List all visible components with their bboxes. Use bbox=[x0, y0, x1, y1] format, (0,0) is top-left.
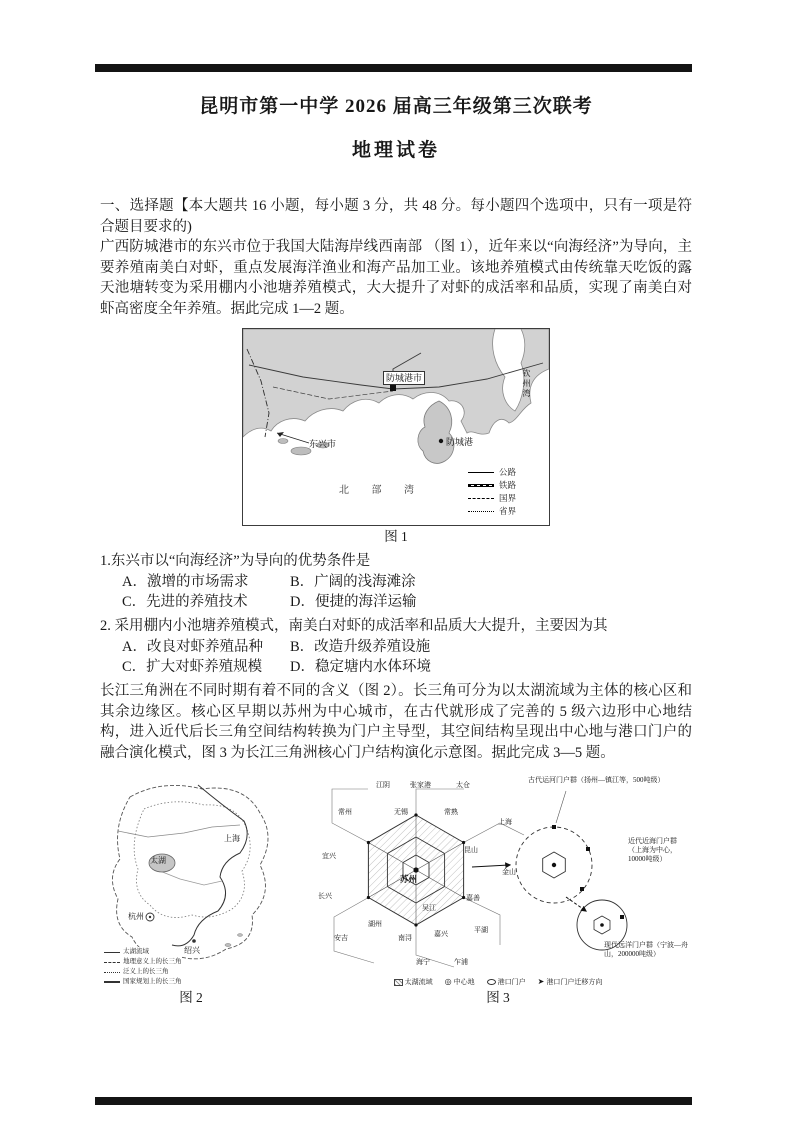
fig3-legend-port bbox=[487, 976, 526, 988]
migration-arrow-symbol: ➤ bbox=[537, 977, 545, 987]
figure-3 bbox=[304, 775, 692, 989]
question-1-option-b: B．广阔的浅海滩涂 bbox=[290, 573, 416, 590]
fig3-city: 吴江 bbox=[422, 904, 436, 913]
province-border-symbol bbox=[468, 511, 494, 512]
fig3-city: 常熟 bbox=[444, 808, 458, 817]
fig3-center-city: 苏州 bbox=[400, 874, 418, 885]
fig2-legend-item bbox=[104, 957, 182, 967]
bottom-rule bbox=[95, 1097, 692, 1105]
fig3-legend-taihu bbox=[394, 976, 433, 988]
fig3-legend-center bbox=[445, 976, 475, 988]
fig3-city: 张家港 bbox=[410, 781, 431, 790]
fig3-annotation-modern: 近代近海门户群（上海为中心，10000吨级） bbox=[628, 837, 677, 864]
passage-1: 广西防城港市的东兴市位于我国大陆海岸线西南部 （图 1），近年来以“向海经济”为导向，主要养殖南美白对虾，重点发展海洋渔业和海产品加工业。该地养殖模式由传统靠天吃饭的露天池塘转变为采用棚内小池塘养殖模式，大大提升了对虾的成活率和品质，实现了南美白对虾高密度全年养殖。据此完成 1—2 题。 bbox=[100, 239, 692, 317]
section-heading: 一、选择题【本大题共 16 小题，每小题 3 分，共 48 分。每小题四个选项中，只有一项是符合题目要求的) bbox=[100, 198, 692, 235]
fig1-legend-national-border bbox=[468, 492, 544, 505]
fig3-city: 湖州 bbox=[368, 920, 382, 929]
fig2-label-shanghai: 上海 bbox=[224, 834, 240, 844]
fig3-city: 宜兴 bbox=[322, 852, 336, 861]
figure-3-wrap bbox=[304, 775, 692, 1012]
railway-line-symbol bbox=[468, 484, 494, 487]
fig2-label-hangzhou: 杭州 bbox=[128, 912, 144, 922]
fig1-legend-province-border bbox=[468, 505, 544, 518]
fig3-city: 江阴 bbox=[376, 781, 390, 790]
fig3-legend-migration bbox=[538, 976, 603, 988]
question-2-stem: 2. 采用棚内小池塘养殖模式，南美白对虾的成活率和品质大大提升，主要因为其 bbox=[100, 617, 608, 634]
fig3-city: 平湖 bbox=[474, 926, 488, 935]
fig3-city: 乍浦 bbox=[454, 958, 468, 967]
fig1-legend-road bbox=[468, 466, 544, 479]
fig2-label-shaoxing: 绍兴 bbox=[184, 946, 200, 956]
fig1-label-port: 防城港 bbox=[446, 436, 474, 447]
figure-1-caption: 图 1 bbox=[384, 528, 408, 544]
fig3-city: 昆山 bbox=[464, 846, 478, 855]
fig1-legend-rail-label: 铁路 bbox=[499, 479, 517, 490]
fig3-city: 长兴 bbox=[318, 892, 332, 901]
fig2-legend bbox=[104, 947, 182, 987]
fig3-city: 太仓 bbox=[456, 781, 470, 790]
fig3-legend-migration-label: 港口门户迁移方向 bbox=[546, 978, 603, 987]
fig3-city: 海宁 bbox=[416, 958, 430, 967]
question-2-option-a: A．改良对虾养殖品种 bbox=[122, 638, 263, 655]
center-place-symbol: ◎ bbox=[444, 977, 452, 987]
fig3-annotation-ancient: 古代运河门户群（扬州—镇江等，500吨级） bbox=[528, 776, 665, 785]
fig3-legend-port-label: 港口门户 bbox=[497, 978, 526, 987]
fig2-legend-label-3: 泛义上的长三角 bbox=[123, 968, 169, 976]
figure-2 bbox=[100, 775, 282, 989]
fig3-city: 嘉兴 bbox=[434, 930, 448, 939]
question-1-stem: 1.东兴市以“向海经济”为导向的优势条件是 bbox=[100, 552, 371, 569]
question-2-option-d: D．稳定塘内水体环境 bbox=[290, 659, 431, 676]
exam-subtitle: 地理试卷 bbox=[351, 140, 440, 161]
fig1-legend-province-label: 省界 bbox=[499, 505, 517, 516]
fig2-legend-item bbox=[104, 977, 182, 987]
fig2-legend-label-1: 太湖流域 bbox=[123, 948, 149, 956]
fig3-city: 南浔 bbox=[398, 934, 412, 943]
figure-1 bbox=[242, 328, 550, 526]
figure-2-caption: 图 2 bbox=[179, 990, 203, 1006]
question-1-options bbox=[122, 572, 692, 613]
fig2-label-taihu: 太湖 bbox=[150, 856, 166, 866]
fig3-city: 嘉善 bbox=[466, 894, 480, 903]
figure-3-caption: 图 3 bbox=[486, 990, 510, 1006]
solid-line-symbol bbox=[104, 952, 120, 953]
fig1-legend-rail bbox=[468, 479, 544, 492]
exam-content bbox=[100, 94, 692, 1012]
fig3-city: 无锡 bbox=[394, 808, 408, 817]
fig2-legend-label-4: 国家规划上的长三角 bbox=[123, 978, 182, 986]
fig1-legend bbox=[468, 466, 544, 518]
fig2-legend-label-2: 地理意义上的长三角 bbox=[123, 958, 182, 966]
fig1-legend-road-label: 公路 bbox=[499, 466, 517, 477]
hatch-swatch bbox=[394, 979, 403, 986]
fig3-legend-center-label: 中心地 bbox=[453, 978, 475, 987]
fig2-legend-item bbox=[104, 967, 182, 977]
question-2-option-c: C．扩大对虾养殖规模 bbox=[122, 659, 263, 676]
fig3-legend bbox=[304, 975, 692, 989]
question-1-option-a: A．激增的市场需求 bbox=[122, 573, 249, 590]
top-rule bbox=[95, 64, 692, 72]
question-2-option-b: B．改造升级养殖设施 bbox=[290, 638, 431, 655]
fig2-legend-item bbox=[104, 947, 182, 957]
question-1-option-c: C．先进的养殖技术 bbox=[122, 594, 248, 611]
fig1-label-beibu-gulf: 北 部 湾 bbox=[339, 484, 424, 496]
fig1-label-dongxing: 东兴市 bbox=[309, 438, 337, 449]
figures-row bbox=[100, 775, 692, 1012]
double-line-symbol bbox=[104, 981, 120, 983]
figure-2-wrap bbox=[100, 775, 282, 1012]
fig3-city: 上海 bbox=[498, 818, 512, 827]
fig3-legend-taihu-label: 太湖流域 bbox=[404, 978, 433, 987]
fig1-legend-national-label: 国界 bbox=[499, 492, 517, 503]
national-border-symbol bbox=[468, 498, 494, 499]
question-1-option-d: D．便捷的海洋运输 bbox=[290, 594, 417, 611]
road-line-symbol bbox=[468, 472, 494, 473]
fig1-label-fangchenggang-city: 防城港市 bbox=[383, 371, 425, 385]
dashed-line-symbol bbox=[104, 962, 120, 963]
fig3-city: 安吉 bbox=[334, 934, 348, 943]
exam-title: 昆明市第一中学 2026 届高三年级第三次联考 bbox=[199, 96, 593, 117]
fig3-city: 常州 bbox=[338, 808, 352, 817]
fig3-annotation-contemporary: 现代远洋门户群（宁波—舟山，200000吨级） bbox=[604, 941, 688, 959]
question-2-options bbox=[122, 637, 692, 678]
port-gateway-symbol bbox=[487, 979, 496, 985]
fig1-label-qinzhou-bay: 钦州湾 bbox=[522, 368, 531, 399]
dotted-line-symbol bbox=[104, 972, 120, 973]
passage-2: 长江三角洲在不同时期有着不同的含义（图 2）。长三角可分为以太湖流域为主体的核心区和其余边缘区。核心区早期以苏州为中心城市，在古代就形成了完善的 5 级六边形中心地结构，进入近代后长三角空间结构转换为门户主导型，其空间结构呈现出中心地与港口门户的融合演化模式，图 3 为长江三角洲核心门户结构演化示意图。据此完成 3—5 题。 bbox=[100, 682, 692, 761]
fig3-city: 金山 bbox=[502, 868, 516, 877]
